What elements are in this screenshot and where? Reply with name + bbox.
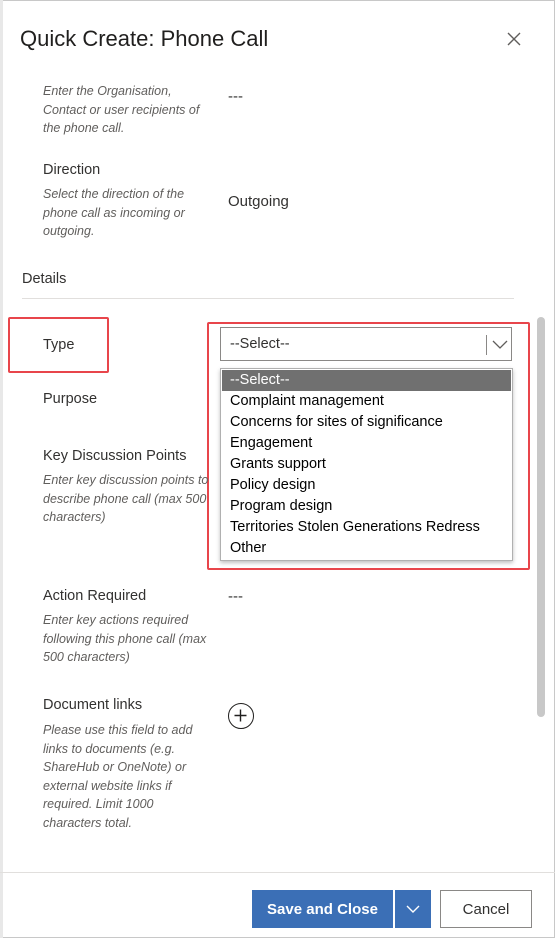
action-required-description: Enter key actions required following this phone call (max 500 characters)	[43, 613, 207, 664]
recipients-description: Enter the Organisation, Contact or user recipients of the phone call.	[43, 84, 200, 135]
details-section-title: Details	[22, 271, 67, 287]
dropdown-option[interactable]: Concerns for sites of significance	[230, 414, 443, 430]
direction-label: Direction	[43, 162, 101, 178]
select-separator	[486, 335, 487, 355]
action-required-label: Action Required	[43, 588, 147, 604]
plus-icon	[234, 709, 247, 722]
dropdown-option[interactable]: Other	[230, 540, 267, 556]
action-required-value[interactable]: ---	[228, 588, 243, 605]
dropdown-option[interactable]: Engagement	[230, 435, 313, 451]
save-options-button[interactable]	[395, 890, 431, 928]
dropdown-option[interactable]: Territories Stolen Generations Redress	[230, 519, 480, 535]
type-dropdown-list	[220, 368, 513, 561]
direction-description: Select the direction of the phone call as incoming or outgoing.	[43, 187, 185, 238]
chevron-down-icon	[406, 904, 420, 914]
type-label: Type	[43, 337, 75, 353]
save-and-close-button[interactable]: Save and Close	[252, 890, 393, 928]
details-divider	[22, 298, 514, 299]
direction-value[interactable]: Outgoing	[228, 193, 289, 210]
purpose-label: Purpose	[43, 391, 98, 407]
dropdown-option[interactable]: Program design	[230, 498, 333, 514]
form-content	[0, 70, 555, 870]
dropdown-option[interactable]: Grants support	[230, 456, 326, 472]
recipients-value[interactable]: ---	[228, 88, 243, 105]
cancel-button[interactable]: Cancel	[440, 890, 532, 928]
page-title: Quick Create: Phone Call	[20, 26, 269, 51]
document-links-description: Please use this field to add links to documents (e.g. ShareHub or OneNote) or external website links if required. Limit 1000 characters total.	[43, 723, 193, 830]
add-document-link-button[interactable]	[228, 703, 254, 729]
footer-divider	[0, 872, 555, 873]
key-discussion-label: Key Discussion Points	[43, 448, 187, 464]
key-discussion-description: Enter key discussion points to describe phone call (max 500 characters)	[43, 473, 209, 524]
type-select-value: --Select--	[230, 336, 290, 352]
chevron-down-icon[interactable]	[492, 338, 508, 350]
type-select[interactable]	[220, 327, 512, 361]
dropdown-option[interactable]: Policy design	[230, 477, 316, 493]
scrollbar[interactable]	[537, 317, 545, 717]
document-links-label: Document links	[43, 697, 143, 713]
dropdown-option[interactable]: --Select--	[222, 370, 511, 391]
close-icon[interactable]	[505, 30, 523, 48]
dropdown-option[interactable]: Complaint management	[230, 393, 384, 409]
